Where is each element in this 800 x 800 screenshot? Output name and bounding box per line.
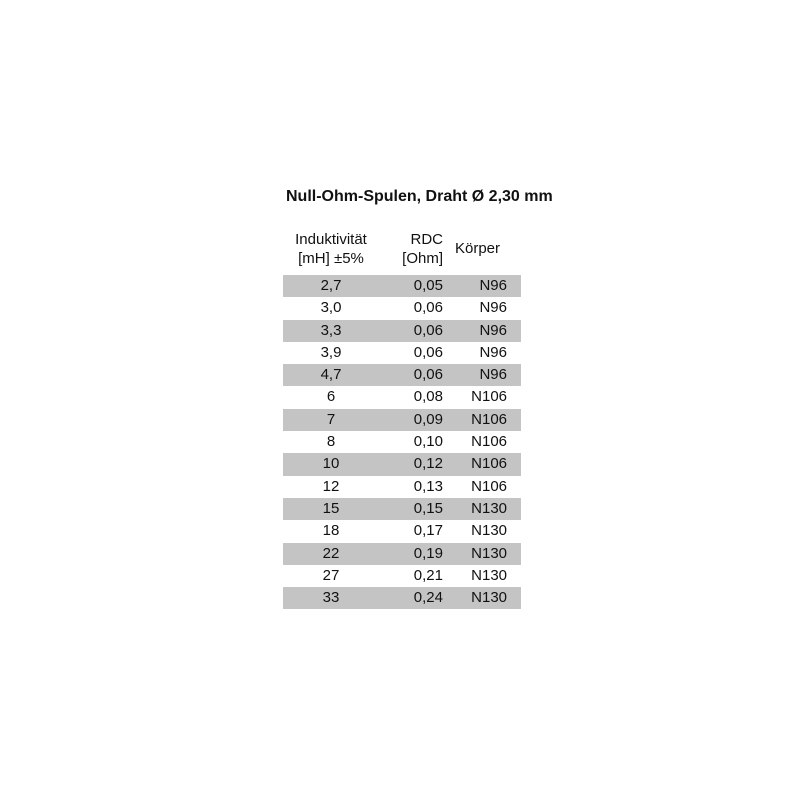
cell-rdc: 0,06 bbox=[413, 321, 443, 339]
cell-rdc: 0,09 bbox=[413, 410, 443, 428]
table-row bbox=[283, 543, 521, 565]
cell-rdc: 0,06 bbox=[413, 343, 443, 361]
table-row bbox=[283, 498, 521, 520]
table-title: Null-Ohm-Spulen, Draht Ø 2,30 mm bbox=[286, 188, 553, 205]
cell-body: N96 bbox=[479, 299, 507, 317]
header-inductance-unit: [mH] ±5% bbox=[298, 250, 364, 267]
table-row bbox=[283, 342, 521, 364]
table-row bbox=[283, 297, 521, 319]
cell-inductance: 22 bbox=[322, 544, 340, 562]
table-row bbox=[283, 453, 521, 475]
cell-rdc: 0,05 bbox=[413, 277, 443, 294]
header-inductance-label: Induktivität bbox=[295, 231, 367, 248]
cell-body: N106 bbox=[471, 455, 507, 473]
cell-inductance: 8 bbox=[326, 433, 336, 451]
header-rdc-unit: [Ohm] bbox=[402, 250, 443, 267]
cell-inductance: 27 bbox=[322, 566, 340, 584]
table-body bbox=[283, 275, 521, 609]
cell-rdc: 0,08 bbox=[413, 388, 443, 406]
cell-inductance: 2,7 bbox=[320, 277, 342, 294]
table-row bbox=[283, 520, 521, 542]
cell-inductance: 7 bbox=[326, 410, 336, 428]
cell-body: N106 bbox=[471, 388, 507, 406]
header-body: Körper bbox=[455, 240, 501, 257]
cell-rdc: 0,19 bbox=[413, 544, 443, 562]
table-row bbox=[283, 386, 521, 408]
cell-rdc: 0,13 bbox=[413, 477, 443, 495]
header-inductance bbox=[283, 230, 379, 268]
cell-body: N130 bbox=[471, 544, 507, 562]
cell-inductance: 3,3 bbox=[320, 321, 342, 339]
cell-body: N106 bbox=[471, 477, 507, 495]
cell-rdc: 0,06 bbox=[413, 366, 443, 384]
cell-rdc: 0,12 bbox=[413, 455, 443, 473]
cell-inductance: 6 bbox=[326, 388, 336, 406]
header-rdc-label: RDC bbox=[410, 231, 443, 248]
cell-body: N96 bbox=[479, 366, 507, 384]
cell-inductance: 12 bbox=[322, 477, 340, 495]
cell-body: N96 bbox=[479, 321, 507, 339]
cell-inductance: 33 bbox=[322, 589, 340, 607]
table-row bbox=[283, 476, 521, 498]
cell-body: N130 bbox=[471, 566, 507, 584]
header-rdc bbox=[379, 230, 443, 268]
cell-body: N96 bbox=[479, 343, 507, 361]
cell-body: N96 bbox=[479, 277, 507, 294]
table-row bbox=[283, 409, 521, 431]
cell-rdc: 0,15 bbox=[413, 499, 443, 517]
table-row bbox=[283, 320, 521, 342]
cell-body: N106 bbox=[471, 433, 507, 451]
cell-rdc: 0,17 bbox=[413, 522, 443, 540]
cell-rdc: 0,10 bbox=[413, 433, 443, 451]
table-row bbox=[283, 565, 521, 587]
cell-inductance: 15 bbox=[322, 499, 340, 517]
table-header bbox=[283, 230, 521, 274]
cell-rdc: 0,21 bbox=[413, 566, 443, 584]
cell-rdc: 0,24 bbox=[413, 589, 443, 607]
cell-body: N130 bbox=[471, 589, 507, 607]
cell-inductance: 3,9 bbox=[320, 343, 342, 361]
cell-body: N106 bbox=[471, 410, 507, 428]
cell-body: N130 bbox=[471, 522, 507, 540]
cell-inductance: 4,7 bbox=[320, 366, 342, 384]
coil-table-sheet bbox=[283, 183, 553, 609]
cell-inductance: 18 bbox=[322, 522, 340, 540]
cell-rdc: 0,06 bbox=[413, 299, 443, 317]
cell-inductance: 3,0 bbox=[320, 299, 342, 317]
table-row bbox=[283, 587, 521, 609]
cell-body: N130 bbox=[471, 499, 507, 517]
table-row bbox=[283, 431, 521, 453]
table-row bbox=[283, 364, 521, 386]
cell-inductance: 10 bbox=[322, 455, 340, 473]
table-row bbox=[283, 275, 521, 297]
